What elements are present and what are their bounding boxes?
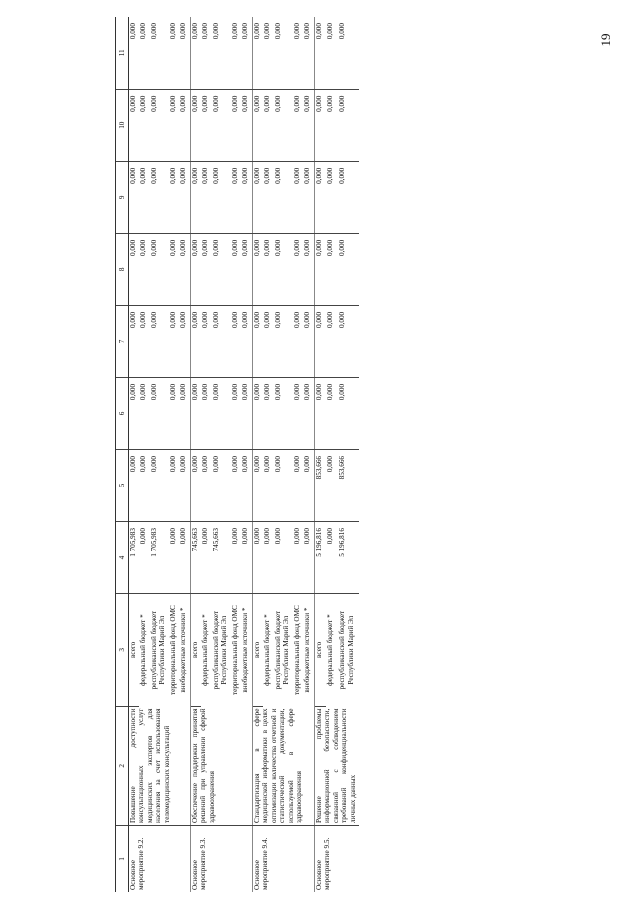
amount-cell: 0,000 [201, 233, 211, 305]
amount-cell: 0,000 [338, 305, 359, 377]
amount-cell: 0,000 [241, 522, 252, 594]
amount-cell: 0,000 [241, 17, 252, 89]
amount-cell: 0,000 [212, 449, 231, 521]
amount-cell: 0,000 [314, 89, 326, 161]
amount-cell: 0,000 [326, 89, 338, 161]
column-header: 4 [116, 522, 129, 594]
table-row [190, 17, 201, 892]
column-header: 7 [116, 305, 129, 377]
amount-cell: 0,000 [212, 233, 231, 305]
amount-cell: 0,000 [241, 449, 252, 521]
amount-cell: 0,000 [303, 233, 314, 305]
amount-cell: 0,000 [293, 161, 303, 233]
amount-cell: 0,000 [252, 377, 263, 449]
amount-cell: 0,000 [326, 233, 338, 305]
funding-source: федеральный бюджет * [263, 614, 272, 686]
amount-cell: 0,000 [129, 449, 140, 521]
amount-cell: 1 705,983 [129, 522, 140, 594]
funding-source: федеральный бюджет * [201, 614, 210, 686]
amount-cell: 0,000 [169, 89, 179, 161]
event-label: Основное мероприятие 9.5. [314, 825, 359, 892]
amount-cell: 0,000 [326, 449, 338, 521]
amount-cell: 0,000 [231, 305, 241, 377]
amount-cell: 0,000 [139, 161, 149, 233]
funding-source: республиканский бюджет Республики Марий Эл [149, 610, 167, 690]
funding-source: территориальный фонд ОМС [168, 605, 177, 695]
event-description: Обеспечение поддержки принятия решений при управлении сферой здравоохранения [190, 706, 252, 825]
amount-cell: 0,000 [179, 522, 190, 594]
amount-cell: 0,000 [314, 233, 326, 305]
amount-cell: 0,000 [179, 449, 190, 521]
funding-source: всего [314, 594, 326, 706]
amount-cell: 0,000 [293, 17, 303, 89]
amount-cell: 0,000 [252, 161, 263, 233]
amount-cell: 0,000 [338, 17, 359, 89]
table-row [129, 17, 140, 892]
amount-cell: 0,000 [179, 161, 190, 233]
amount-cell: 0,000 [252, 305, 263, 377]
amount-cell: 0,000 [293, 377, 303, 449]
amount-cell: 0,000 [179, 377, 190, 449]
page-number: 19 [598, 33, 613, 47]
funding-source: всего [190, 594, 201, 706]
amount-cell: 0,000 [252, 17, 263, 89]
amount-cell: 0,000 [190, 89, 201, 161]
rotated-table-container [115, 17, 639, 892]
amount-cell: 0,000 [314, 161, 326, 233]
amount-cell: 0,000 [303, 305, 314, 377]
amount-cell: 0,000 [129, 377, 140, 449]
amount-cell: 0,000 [169, 17, 179, 89]
amount-cell: 0,000 [274, 449, 293, 521]
amount-cell: 0,000 [150, 233, 169, 305]
column-header: 1 [116, 825, 129, 892]
funding-source: всего [129, 594, 140, 706]
funding-source: всего [252, 594, 263, 706]
budget-table [115, 17, 359, 892]
amount-cell: 0,000 [129, 305, 140, 377]
amount-cell: 0,000 [314, 17, 326, 89]
amount-cell: 0,000 [150, 89, 169, 161]
amount-cell: 0,000 [274, 377, 293, 449]
amount-cell: 0,000 [150, 161, 169, 233]
table-body [129, 17, 360, 892]
amount-cell: 0,000 [169, 233, 179, 305]
amount-cell: 0,000 [252, 89, 263, 161]
amount-cell: 0,000 [293, 449, 303, 521]
amount-cell: 5 196,816 [314, 522, 326, 594]
amount-cell: 0,000 [212, 377, 231, 449]
amount-cell: 0,000 [314, 377, 326, 449]
funding-source: республиканский бюджет Республики Марий Эл [338, 610, 355, 690]
amount-cell: 0,000 [150, 17, 169, 89]
amount-cell: 0,000 [231, 89, 241, 161]
amount-cell: 0,000 [338, 233, 359, 305]
amount-cell: 0,000 [252, 449, 263, 521]
amount-cell: 0,000 [293, 305, 303, 377]
amount-cell: 0,000 [212, 89, 231, 161]
amount-cell: 0,000 [201, 17, 211, 89]
amount-cell: 0,000 [190, 17, 201, 89]
column-header: 10 [116, 89, 129, 161]
amount-cell: 0,000 [212, 17, 231, 89]
amount-cell: 745,663 [212, 522, 231, 594]
amount-cell: 0,000 [241, 377, 252, 449]
amount-cell: 0,000 [303, 449, 314, 521]
amount-cell: 0,000 [150, 449, 169, 521]
amount-cell: 0,000 [139, 233, 149, 305]
funding-source: республиканский бюджет Республики Марий Эл [211, 610, 229, 690]
amount-cell: 0,000 [169, 161, 179, 233]
amount-cell: 0,000 [212, 161, 231, 233]
amount-cell: 0,000 [263, 161, 273, 233]
event-label: Основное мероприятие 9.4. [252, 825, 314, 892]
amount-cell: 0,000 [139, 377, 149, 449]
funding-source: внебюджетные источники * [179, 607, 188, 693]
column-header: 6 [116, 377, 129, 449]
column-header: 9 [116, 161, 129, 233]
amount-cell: 853,666 [338, 449, 359, 521]
funding-source: внебюджетные источники * [303, 607, 312, 693]
amount-cell: 0,000 [169, 305, 179, 377]
amount-cell: 0,000 [201, 89, 211, 161]
amount-cell: 0,000 [190, 377, 201, 449]
amount-cell: 0,000 [274, 305, 293, 377]
amount-cell: 0,000 [190, 305, 201, 377]
column-header: 8 [116, 233, 129, 305]
amount-cell: 0,000 [338, 377, 359, 449]
amount-cell: 0,000 [231, 17, 241, 89]
column-number-header [116, 17, 129, 892]
amount-cell: 0,000 [129, 17, 140, 89]
amount-cell: 0,000 [274, 89, 293, 161]
funding-source: федеральный бюджет * [326, 614, 335, 686]
amount-cell: 0,000 [241, 305, 252, 377]
amount-cell: 0,000 [129, 89, 140, 161]
column-header: 11 [116, 17, 129, 89]
amount-cell: 0,000 [201, 522, 211, 594]
amount-cell: 0,000 [231, 233, 241, 305]
amount-cell: 0,000 [252, 233, 263, 305]
amount-cell: 0,000 [274, 522, 293, 594]
amount-cell: 0,000 [293, 233, 303, 305]
amount-cell: 0,000 [263, 377, 273, 449]
event-label: Основное мероприятие 9.3. [190, 825, 252, 892]
funding-source: внебюджетные источники * [241, 607, 250, 693]
funding-source: территориальный фонд ОМС [230, 605, 239, 695]
column-header: 3 [116, 594, 129, 706]
amount-cell: 0,000 [190, 449, 201, 521]
amount-cell: 0,000 [314, 305, 326, 377]
event-description: Стандартизация в сфере медицинской информатики в целях оптимизации количества отчетной и статистической документации, используемой в сфере здравоохранения [252, 706, 314, 825]
amount-cell: 0,000 [303, 89, 314, 161]
amount-cell: 853,666 [314, 449, 326, 521]
amount-cell: 0,000 [241, 89, 252, 161]
amount-cell: 0,000 [263, 89, 273, 161]
table-row [252, 17, 263, 892]
amount-cell: 0,000 [139, 17, 149, 89]
event-description: Решение проблемы информационной безопасности, связанной с соблюдением требований конфиденциальности личных данных [314, 706, 359, 825]
amount-cell: 0,000 [274, 161, 293, 233]
amount-cell: 0,000 [201, 377, 211, 449]
amount-cell: 0,000 [212, 305, 231, 377]
amount-cell: 0,000 [150, 377, 169, 449]
amount-cell: 0,000 [169, 377, 179, 449]
amount-cell: 0,000 [169, 522, 179, 594]
amount-cell: 0,000 [303, 17, 314, 89]
column-header: 5 [116, 449, 129, 521]
amount-cell: 0,000 [338, 161, 359, 233]
amount-cell: 0,000 [139, 522, 149, 594]
amount-cell: 0,000 [326, 17, 338, 89]
amount-cell: 0,000 [179, 233, 190, 305]
funding-source: территориальный фонд ОМС [292, 605, 301, 695]
amount-cell: 1 705,983 [150, 522, 169, 594]
amount-cell: 0,000 [263, 305, 273, 377]
amount-cell: 0,000 [303, 377, 314, 449]
amount-cell: 0,000 [201, 449, 211, 521]
amount-cell: 0,000 [190, 161, 201, 233]
amount-cell: 0,000 [252, 522, 263, 594]
amount-cell: 0,000 [274, 17, 293, 89]
amount-cell: 0,000 [129, 233, 140, 305]
amount-cell: 5 196,816 [338, 522, 359, 594]
amount-cell: 0,000 [201, 305, 211, 377]
amount-cell: 0,000 [326, 305, 338, 377]
column-header: 2 [116, 706, 129, 825]
amount-cell: 0,000 [263, 17, 273, 89]
amount-cell: 0,000 [303, 522, 314, 594]
funding-source: федеральный бюджет * [139, 614, 148, 686]
amount-cell: 0,000 [241, 233, 252, 305]
amount-cell: 0,000 [179, 17, 190, 89]
amount-cell: 0,000 [293, 89, 303, 161]
amount-cell: 0,000 [303, 161, 314, 233]
amount-cell: 0,000 [338, 89, 359, 161]
amount-cell: 0,000 [150, 305, 169, 377]
amount-cell: 0,000 [326, 522, 338, 594]
amount-cell: 0,000 [241, 161, 252, 233]
amount-cell: 0,000 [139, 449, 149, 521]
amount-cell: 0,000 [326, 161, 338, 233]
amount-cell: 0,000 [231, 449, 241, 521]
amount-cell: 745,663 [190, 522, 201, 594]
amount-cell: 0,000 [263, 449, 273, 521]
event-label: Основное мероприятие 9.2. [129, 825, 191, 892]
amount-cell: 0,000 [326, 377, 338, 449]
amount-cell: 0,000 [231, 161, 241, 233]
amount-cell: 0,000 [139, 89, 149, 161]
amount-cell: 0,000 [179, 305, 190, 377]
table-row [314, 17, 326, 892]
amount-cell: 0,000 [263, 522, 273, 594]
amount-cell: 0,000 [179, 89, 190, 161]
amount-cell: 0,000 [139, 305, 149, 377]
amount-cell: 0,000 [190, 233, 201, 305]
amount-cell: 0,000 [274, 233, 293, 305]
event-description: Повышение доступности консультационных услуг медицинских экспертов для населения за счет использования телемедицинских консультаций [129, 706, 191, 825]
rotated-page-wrapper [115, 17, 639, 892]
funding-source: республиканский бюджет Республики Марий Эл [273, 610, 291, 690]
amount-cell: 0,000 [129, 161, 140, 233]
amount-cell: 0,000 [231, 377, 241, 449]
amount-cell: 0,000 [293, 522, 303, 594]
amount-cell: 0,000 [201, 161, 211, 233]
amount-cell: 0,000 [169, 449, 179, 521]
amount-cell: 0,000 [231, 522, 241, 594]
amount-cell: 0,000 [263, 233, 273, 305]
